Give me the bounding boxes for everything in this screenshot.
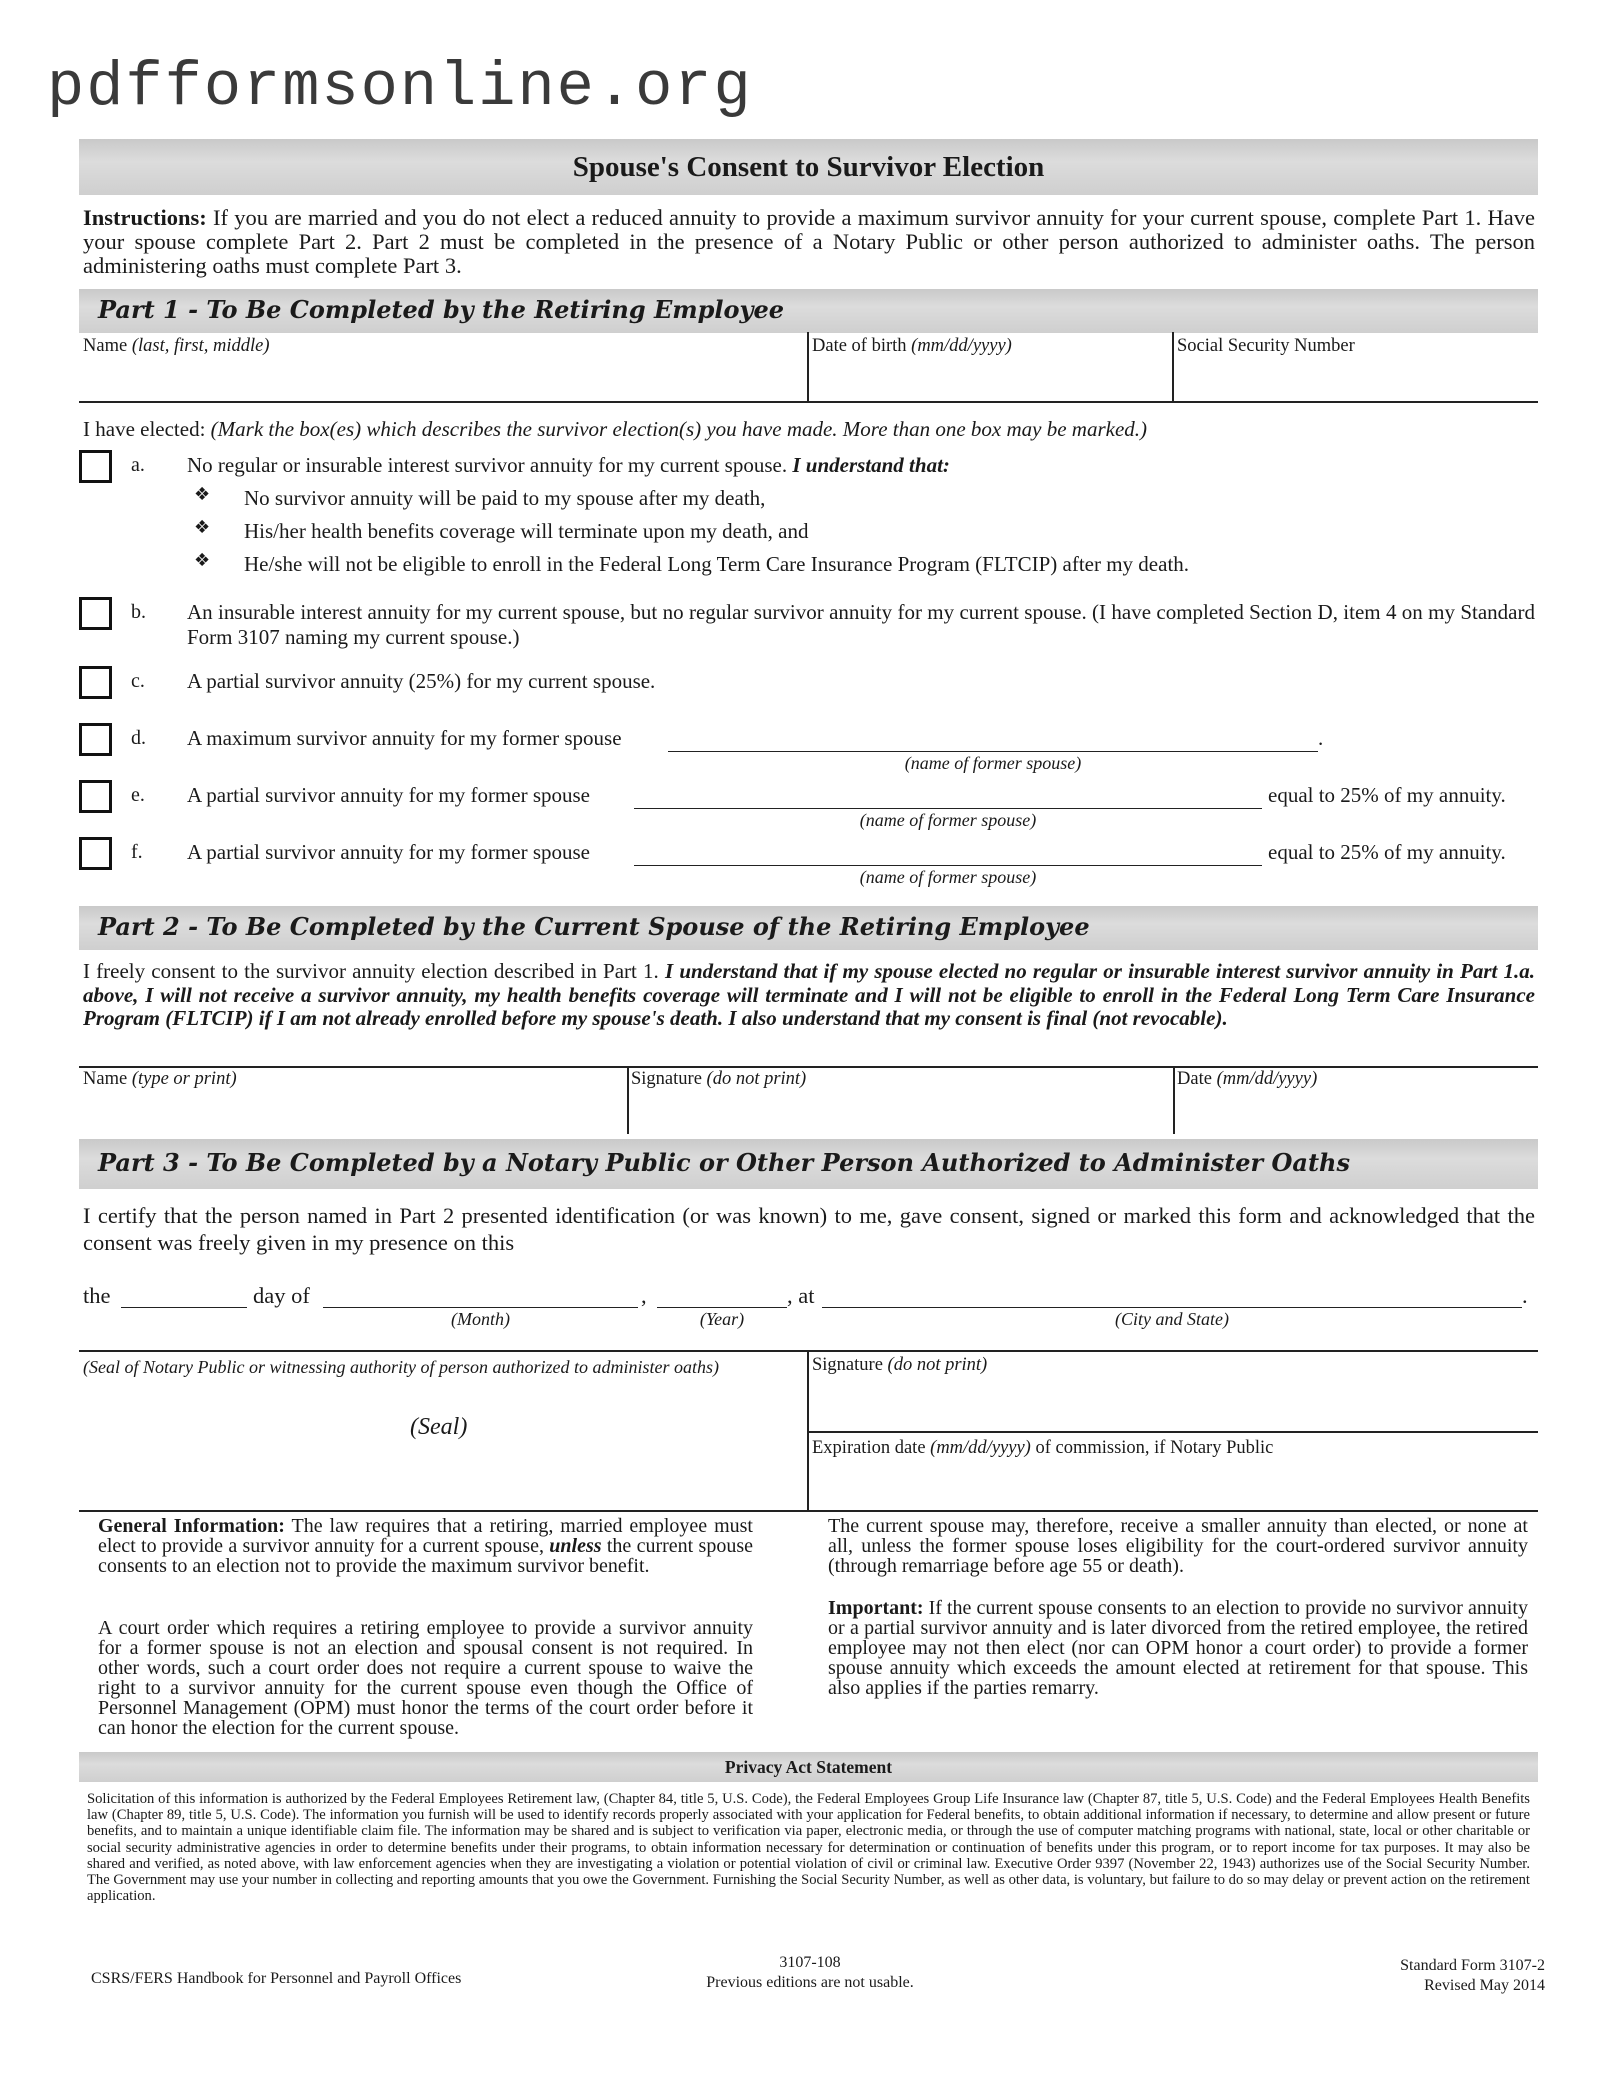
bullet-icon: ❖ — [194, 517, 211, 538]
instructions-label: Instructions: — [83, 205, 207, 230]
option-d-end: . — [1318, 726, 1324, 750]
option-f-end: equal to 25% of my annuity. — [1268, 840, 1506, 864]
part3-header-bar — [79, 1139, 1538, 1189]
checkbox-c[interactable] — [79, 666, 112, 699]
part1-ssn-label: Social Security Number — [1177, 336, 1355, 356]
at-label: , at — [787, 1283, 815, 1308]
option-letter: e. — [131, 784, 145, 806]
checkbox-e[interactable] — [79, 780, 112, 813]
expiration-label: Expiration date (mm/dd/yyyy) of commission, if Notary Public — [812, 1438, 1274, 1458]
part1-ssn-field[interactable] — [1175, 360, 1535, 400]
part1-name-field[interactable] — [80, 360, 805, 400]
part3-certify: I certify that the person named in Part 2 presented identification (or was known) to me, gave consent, signed or marked this form and acknowledged that the consent was freely given in my presence on this — [83, 1203, 1535, 1255]
checkbox-a[interactable] — [79, 450, 112, 483]
divider — [79, 1350, 1538, 1352]
former-spouse-e-field[interactable] — [634, 808, 1262, 809]
month-field[interactable] — [323, 1307, 638, 1308]
checkbox-b[interactable] — [79, 597, 112, 630]
bullet-icon: ❖ — [194, 484, 211, 505]
general-info-2: A court order which requires a retiring employee to provide a survivor annuity for a former spouse is not an election and spousal consent is not required. In other words, such a court order does not require a current spouse to waive the right to a survivor annuity for the current spouse even though the Office of Personnel Management (OPM) must honor the terms of the court order before it can honor the election for the current spouse. — [98, 1617, 753, 1739]
part1-header: Part 1 - To Be Completed by the Retiring Employee — [98, 295, 785, 324]
footer-form-number: 3107-108 — [779, 1954, 841, 1971]
option-b-text: An insurable interest annuity for my current spouse, but no regular survivor annuity for my current spouse. (I have completed Section D, item 4 on my Standard Form 3107 naming my current spouse.) — [187, 600, 1535, 649]
privacy-header: Privacy Act Statement — [724, 1757, 893, 1777]
period: . — [1522, 1283, 1528, 1308]
divider — [1173, 1066, 1175, 1134]
part3-header: Part 3 - To Be Completed by a Notary Public or Other Person Authorized to Administer Oaths — [98, 1148, 1351, 1177]
option-letter: a. — [131, 454, 145, 476]
option-e-text: A partial survivor annuity for my former spouse — [187, 783, 590, 807]
the-label: the — [83, 1283, 111, 1308]
part2-header-bar — [79, 906, 1538, 950]
seal-text: (Seal) — [410, 1414, 468, 1440]
part2-signature-field[interactable] — [630, 1094, 1171, 1132]
divider — [627, 1066, 629, 1134]
year-caption: (Year) — [699, 1309, 745, 1329]
part2-consent: I freely consent to the survivor annuity election described in Part 1. I understand that if my spouse elected no regular or insurable interest survivor annuity in Part 1.a. above, I will not receive a survivor annuity, my health benefits coverage will terminate and I will not be eligible to enroll in the Federal Long Term Care Insurance Program (FLTCIP) if I am not already enrolled before my spouse's death. I also understand that my consent is final (not revocable). — [83, 959, 1536, 1030]
part2-name-field[interactable] — [80, 1094, 625, 1132]
part2-header: Part 2 - To Be Completed by the Current Spouse of the Retiring Employee — [98, 912, 1090, 941]
general-info-3: The current spouse may, therefore, receive a smaller annuity than elected, or none at all, unless the former spouse loses eligibility for the court-ordered survivor annuity (through remarriage before age 55 or death). — [828, 1515, 1528, 1577]
form-title: Spouse's Consent to Survivor Election — [572, 151, 1045, 183]
general-info-1: General Information: The law requires that a retiring, married employee must elect to provide a survivor annuity for a current spouse, unless the current spouse consents to an election not to provide the maximum survivor benefit. — [98, 1515, 753, 1577]
divider — [79, 1510, 1538, 1512]
expiration-field[interactable] — [810, 1462, 1535, 1508]
bullet-text: He/she will not be eligible to enroll in the Federal Long Term Care Insurance Program (FLTCIP) after my death. — [244, 552, 1190, 576]
watermark: pdfformsonline.org — [47, 52, 753, 123]
option-e-end: equal to 25% of my annuity. — [1268, 783, 1506, 807]
part1-dob-label: Date of birth (mm/dd/yyyy) — [812, 336, 1012, 356]
part3-signature-label: Signature (do not print) — [812, 1355, 988, 1375]
title-bar — [79, 139, 1538, 195]
footer-standard-form: Standard Form 3107-2 — [1400, 1957, 1545, 1974]
divider — [807, 1350, 809, 1510]
day-field[interactable] — [121, 1307, 247, 1308]
divider — [79, 1066, 1538, 1068]
option-letter: d. — [131, 727, 146, 749]
bullet-text: His/her health benefits coverage will terminate upon my death, and — [244, 519, 809, 543]
footer-revised: Revised May 2014 — [1424, 1977, 1545, 1994]
day-of-label: day of — [253, 1283, 310, 1308]
option-letter: b. — [131, 601, 146, 623]
instructions — [83, 206, 1535, 278]
option-f-text: A partial survivor annuity for my former spouse — [187, 840, 590, 864]
instructions-text: If you are married and you do not elect a reduced annuity to provide a maximum survivor annuity for your current spouse, complete Part 1. Have your spouse complete Part 2. Part 2 must be completed in the presence of a Notary Public or other person authorized to administer oaths. The person administering oaths must complete Part 3. — [83, 205, 1535, 278]
part1-dob-field[interactable] — [810, 360, 1170, 400]
former-spouse-caption: (name of former spouse) — [859, 810, 1037, 830]
city-state-field[interactable] — [822, 1307, 1522, 1308]
elected-intro: I have elected: (Mark the box(es) which describes the survivor election(s) you have made. More than one box may be marked.) — [83, 417, 1148, 441]
part1-name-label: Name (last, first, middle) — [83, 336, 270, 356]
option-c-text: A partial survivor annuity (25%) for my current spouse. — [187, 669, 656, 693]
divider — [79, 401, 1538, 403]
option-letter: c. — [131, 670, 145, 692]
part2-signature-label: Signature (do not print) — [631, 1069, 807, 1089]
general-info-4: Important: If the current spouse consents to an election to provide no survivor annuity or a partial survivor annuity and is later divorced from the retired employee, the retired employee may not then elect (nor can OPM honor a court order) to provide a former spouse annuity which exceeds the amount elected at retirement for that spouse. This also applies if the parties remarry. — [828, 1597, 1528, 1699]
former-spouse-d-field[interactable] — [668, 751, 1318, 752]
part2-date-label: Date (mm/dd/yyyy) — [1177, 1069, 1318, 1089]
city-state-caption: (City and State) — [1115, 1309, 1229, 1329]
year-field[interactable] — [657, 1307, 787, 1308]
option-d-text: A maximum survivor annuity for my former spouse — [187, 726, 622, 750]
part1-header-bar — [79, 289, 1538, 333]
part2-name-label: Name (type or print) — [83, 1069, 237, 1089]
former-spouse-f-field[interactable] — [634, 865, 1262, 866]
option-a-text: No regular or insurable interest survivor annuity for my current spouse. I understand that: — [187, 453, 950, 477]
former-spouse-caption: (name of former spouse) — [859, 867, 1037, 887]
month-caption: (Month) — [451, 1309, 510, 1329]
part2-date-field[interactable] — [1176, 1094, 1536, 1132]
option-letter: f. — [131, 841, 143, 863]
part3-signature-field[interactable] — [810, 1380, 1535, 1430]
privacy-text: Solicitation of this information is authorized by the Federal Employees Retirement law, (Chapter 84, title 5, U.S. Code), the Federal Employees Group Life Insurance law (Chapter 87, title 5, U.S. Code) and the Federal Employees Health Benefits law (Chapter 89, title 5, U.S. Code). The information you furnish will be used to identify records properly associated with your application for Federal benefits, to obtain additional information if necessary, to determine and allow present or future benefits, and to maintain a unique identifiable claim file. The information may be shared and is subject to verification via paper, electronic media, or through the use of computer matching programs with national, state, local or other charitable or social security administrative agencies in order to determine benefits under their programs, to obtain information necessary for determination or continuation of benefits under this program, or to report income for tax purposes. It may also be shared and verified, as noted above, with law enforcement agencies when they are investigating a violation or potential violation of civil or criminal law. Executive Order 9397 (November 22, 1943) authorizes use of the Social Security Number. The Government may use your number in collecting and reporting amounts that you owe the Government. Furnishing the Social Security Number, as well as other data, is voluntary, but failure to do so may delay or prevent action on the retirement application. — [87, 1791, 1530, 1905]
former-spouse-caption: (name of former spouse) — [904, 753, 1082, 773]
checkbox-f[interactable] — [79, 837, 112, 870]
footer-editions: Previous editions are not usable. — [706, 1974, 914, 1991]
bullet-icon: ❖ — [194, 550, 211, 571]
footer-left: CSRS/FERS Handbook for Personnel and Payroll Offices — [91, 1970, 462, 1987]
bullet-text: No survivor annuity will be paid to my spouse after my death, — [244, 486, 766, 510]
seal-label: (Seal of Notary Public or witnessing authority of person authorized to administer oaths) — [83, 1357, 719, 1377]
divider — [807, 332, 809, 402]
privacy-header-bar — [79, 1752, 1538, 1782]
checkbox-d[interactable] — [79, 723, 112, 756]
comma: , — [641, 1283, 647, 1308]
divider — [1172, 332, 1174, 402]
divider — [807, 1431, 1538, 1433]
